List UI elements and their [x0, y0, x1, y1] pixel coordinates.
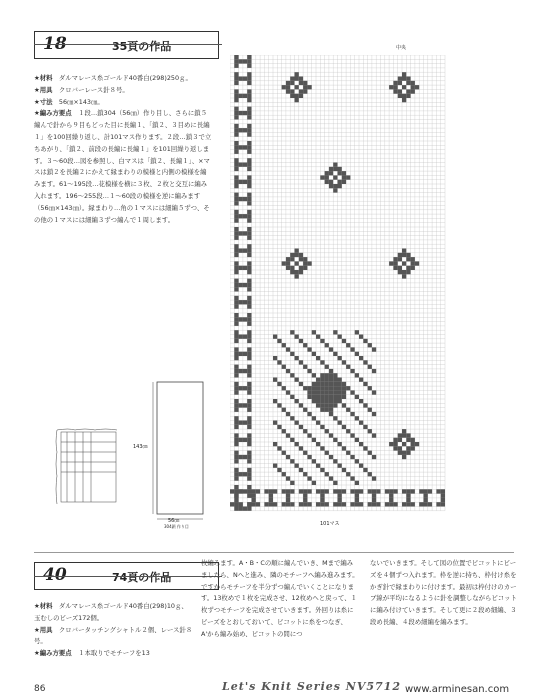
bottom-label: 56㎝ [168, 518, 180, 524]
pattern-40-column-3: ないでいきます。そして図の位置でピコットにビーズを４個ずつ入れます。枠を逆に持ち、枠付け糸をかぎ針で縁まわりに付けます。最初は枠付けのカーブ線が平均になるように針を調整しながらピコットに編み付けていきます。そして更に２段め細編、３段め長編、４段め細編を編みます。 [370, 559, 517, 626]
corner-stitch-diagram [55, 428, 125, 508]
section-divider [34, 552, 514, 553]
pattern-heading: 74頁の作品 [112, 571, 172, 584]
page-number: 86 [34, 684, 46, 694]
pattern-40-text: ★材料 ダルマレース糸ゴールド40番白(298)10ｇ、玉むしのビーズ172個。 ★用具 クロバータッチングシャトル２個、レース針８号。 ★編み方要点 １本取りでモチーフを13 [34, 602, 193, 658]
watermark-url: www.arminesan.com [405, 684, 510, 695]
pattern-18-header [34, 31, 219, 59]
width-label: 101マス [320, 521, 340, 527]
series-footer: Let's Knit Series NV5712 [222, 680, 401, 693]
height-label: 143㎝ [133, 444, 148, 450]
center-label: 中央 [396, 45, 407, 51]
header-rule [34, 44, 222, 45]
filet-chart [230, 55, 446, 515]
pattern-number: 40 [43, 565, 67, 585]
pattern-40-column-2: 枚編みます。A・B・Cの順に編んでいき、Mまで編みましたら、Nへと進み、隣のモチーフへ編み進みます。ですからモチーフを半分ずつ編んでいくことになります。13枚めで１枚を完成させ、12枚めへと戻って、１枚ずつモチーフを完成させていきます。外回りは糸にビーズをとおしておいて、ピコットに糸をつなぎ、A'から編み始め、ピコットの間につ [201, 559, 359, 638]
size-schematic [145, 378, 215, 528]
pattern-number: 18 [43, 34, 67, 54]
header-rule [34, 576, 222, 577]
pattern-18-text: ★材料 ダルマレース糸ゴールド40番白(298)250ｇ。 ★用具 クロバーレース針８号。 ★寸法 56㎝×143㎝。 ★編み方要点 １段…鎖304（56㎝）作り目し、さらに鎖５編んで針から９目もどった目に長編１、「鎖２、３目めに長編１」を100回繰り返し、計101マス作ります。２段…鎖３で立ちあがり、「鎖２、前段の長編に長編１」を101回繰り返します。３～60段…図を参照し、白マスは「鎖２、長編１」、×マスは鎖２を長編２にかえて縁まわりの模様と内側の模様を編みます。61～195段…花模様を横に３枚、２枚と交互に編み入れます。196～255段…１～60段の模様を逆に編みます（56㎝×143㎝）。縁まわり…角の１マスには細編５ずつ、その他の１マスには細編３ずつ編んで１周します。 [34, 74, 212, 224]
pattern-heading: 35頁の作品 [112, 40, 172, 53]
filet-motif-chart [230, 55, 446, 515]
bottom-sub-label: 304鎖 作り目 [164, 524, 189, 529]
